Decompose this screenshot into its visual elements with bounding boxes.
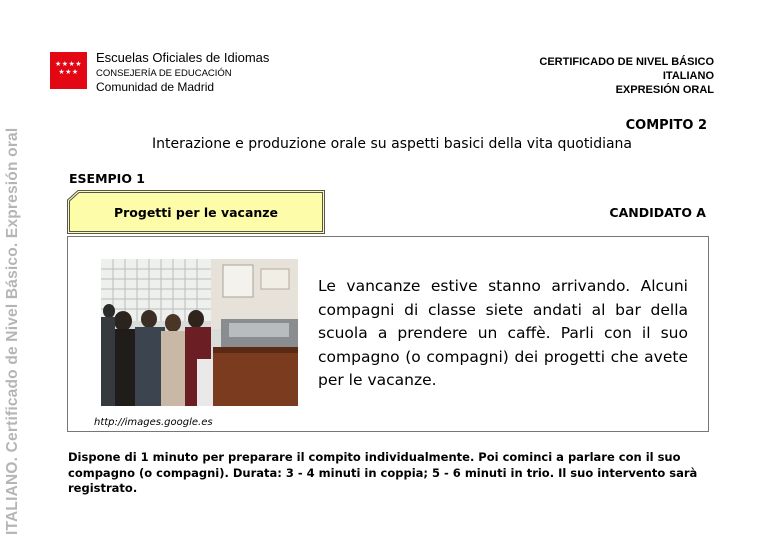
- photo-source: http://images.google.es: [94, 417, 213, 428]
- org-name: Escuelas Oficiales de Idiomas: [96, 50, 270, 65]
- situation-text: Le vancanze estive stanno arrivando. Alcuni compagni di classe siete andati al bar della scuola a prendere un caffè. Parli con il suo compagno (o compagni) dei progetti che avete per le vacanze.: [318, 277, 688, 389]
- task-label: COMPITO 2: [625, 118, 707, 133]
- task-instructions: Dispone di 1 minuto per preparare il compito individualmente. Poi cominci a parlare con il suo compagno (o compagni). Durata: 3 - 4 minuti in coppia; 5 - 6 minuti in trio. Il suo intervento sarà registrato.: [68, 450, 698, 495]
- example-label: ESEMPIO 1: [69, 171, 146, 186]
- topic-title: Progetti per le vacanze: [113, 205, 279, 220]
- cert-skill: EXPRESIÓN ORAL: [615, 84, 714, 96]
- cafe-photo: [101, 259, 298, 406]
- candidate-label: CANDIDATO A: [609, 205, 706, 220]
- org-region: Comunidad de Madrid: [96, 80, 215, 94]
- cert-level: CERTIFICADO DE NIVEL BÁSICO: [539, 56, 714, 68]
- cert-language: ITALIANO: [662, 70, 714, 82]
- certificate-header: [539, 55, 714, 97]
- logo-stars: ★★★★ ★★★: [54, 60, 83, 76]
- comunidad-madrid-logo: [50, 52, 87, 89]
- side-vertical-label: ITALIANO. Certificado de Nivel Básico. Expresión oral: [4, 127, 21, 535]
- page-subtitle: Interazione e produzione orale su aspetti basici della vita quotidiana: [152, 136, 633, 152]
- topic-tab: [67, 190, 325, 234]
- org-department: CONSEJERÍA DE EDUCACIÓN: [96, 68, 232, 79]
